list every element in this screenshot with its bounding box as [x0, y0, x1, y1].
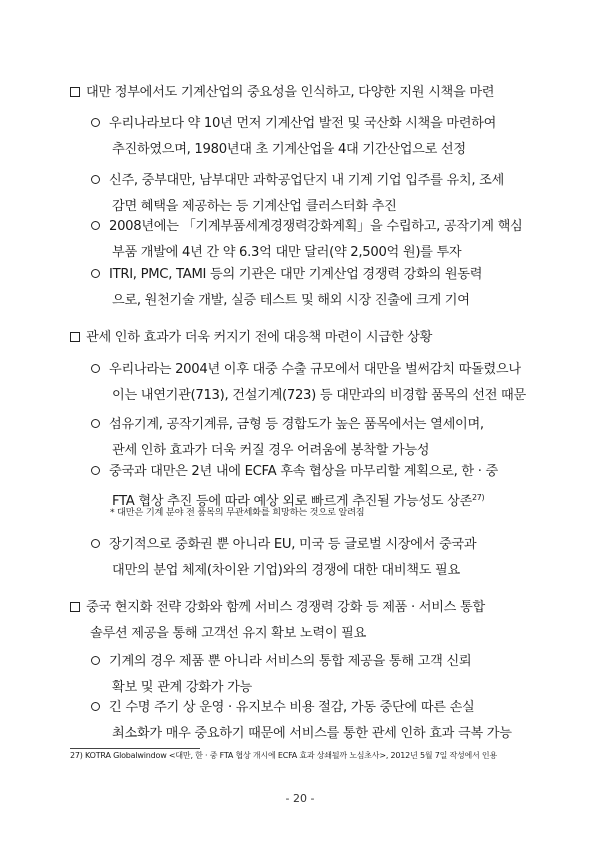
circle-bullet-icon [91, 364, 100, 373]
footnote: 27) KOTRA Globalwindow <대만, 한 · 중 FTA 협상 개시에 ECFA 효과 상쇄될까 노심초사>, 2012년 5월 7일 작성에서 인용 [70, 751, 497, 760]
footnote-ref: 27) [471, 493, 485, 502]
section2-bullet-2: 섬유기계, 공작기계류, 금형 등 경합도가 높은 품목에서는 열세이며, 관세 인하 효과가 더욱 커질 경우 어려움에 봉착할 가능성 [91, 412, 540, 464]
footnote-divider [70, 748, 200, 749]
circle-bullet-icon [91, 466, 100, 475]
section3-bullet-1: 기계의 경우 제품 뿐 아니라 서비스의 통합 제공을 통해 고객 신뢰 확보 및 관계 강화가 가능 [91, 649, 540, 701]
section1-bullet-4: ITRI, PMC, TAMI 등의 기관은 대만 기계산업 경쟁력 강화의 원동력 으로, 원천기술 개발, 실증 테스트 및 해외 시장 진출에 크게 기여 [91, 262, 540, 314]
square-bullet-icon [70, 332, 80, 342]
circle-bullet-icon [91, 118, 100, 127]
section2-bullet-4: 장기적으로 중화권 뿐 아니라 EU, 미국 등 글로벌 시장에서 중국과 대만의 분업 체제(차이완 기업)와의 경쟁에 대한 대비책도 필요 [91, 532, 540, 584]
circle-bullet-icon [91, 269, 100, 278]
circle-bullet-icon [91, 419, 100, 428]
section1-bullet-3: 2008년에는 「기계부품세계경쟁력강화계획」을 수립하고, 공작기계 핵심 부품 개발에 4년 간 약 6.3억 대만 달러(약 2,500억 원)를 투자 [91, 214, 540, 266]
square-bullet-icon [70, 87, 80, 97]
section1-bullet-2: 신주, 중부대만, 남부대만 과학공업단지 내 기계 기업 입주를 유치, 조세 감면 혜택을 제공하는 등 기계산업 클러스터화 추진 [91, 168, 540, 220]
section3-bullet-2: 긴 수명 주기 상 운영 · 유지보수 비용 절감, 가동 중단에 따른 손실 최소화가 매우 중요하기 때문에 서비스를 통한 관세 인하 효과 극복 가능 [91, 695, 540, 747]
circle-bullet-icon [91, 221, 100, 230]
circle-bullet-icon [91, 175, 100, 184]
section2-heading: 관세 인하 효과가 더욱 커지기 전에 대응책 마련이 시급한 상황 [70, 325, 540, 351]
circle-bullet-icon [91, 702, 100, 711]
section2-bullet-1: 우리나라는 2004년 이후 대중 수출 규모에서 대만을 벌써감치 따돌렸으나 이는 내연기관(713), 건설기계(723) 등 대만과의 비경합 품목의 선전 때문 [91, 357, 540, 409]
section1-heading: 대만 정부에서도 기계산업의 중요성을 인식하고, 다양한 지원 시책을 마련 [70, 80, 540, 106]
page-number: - 20 - [285, 792, 315, 805]
circle-bullet-icon [91, 656, 100, 665]
section1-bullet-1: 우리나라보다 약 10년 먼저 기계산업 발전 및 국산화 시책을 마련하여 추진하였으며, 1980년대 초 기계산업을 4대 기간산업으로 선정 [91, 111, 540, 163]
section3-heading: 중국 현지화 전략 강화와 함께 서비스 경쟁력 강화 등 제품 · 서비스 통합 솔루션 제공을 통해 고객선 유지 확보 노력이 필요 [70, 595, 540, 647]
section2-bullet-3: 중국과 대만은 2년 내에 ECFA 후속 협상을 마무리할 계획으로, 한 · 중 FTA 협상 추진 등에 따라 예상 외로 빠르게 추진될 가능성도 상존$^{27)}$ [91, 459, 540, 515]
square-bullet-icon [70, 602, 80, 612]
section2-note: * 대만은 기계 분야 전 품목의 무관세화를 희망하는 것으로 알려짐 [110, 507, 365, 518]
circle-bullet-icon [91, 539, 100, 548]
